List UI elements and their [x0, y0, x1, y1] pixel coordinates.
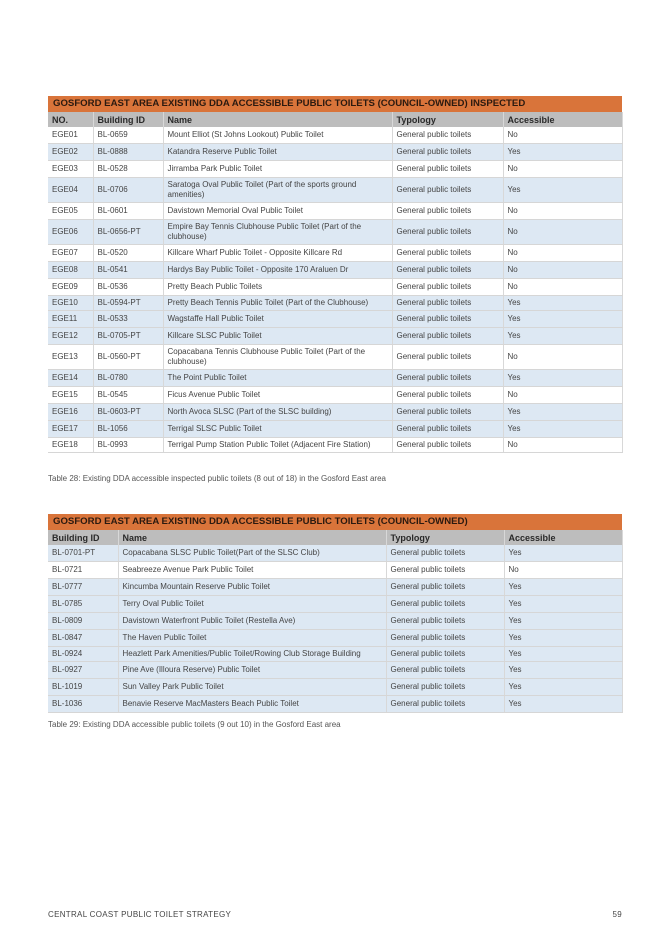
table-row	[48, 161, 622, 178]
table-cell: No	[503, 245, 622, 262]
table-row	[48, 421, 622, 438]
table-cell: EGE05	[48, 203, 93, 220]
table-row	[48, 438, 622, 453]
table-cell: Yes	[504, 579, 622, 596]
table-29-title: GOSFORD EAST AREA EXISTING DDA ACCESSIBLE PUBLIC TOILETS (COUNCIL-OWNED)	[48, 514, 622, 530]
table-cell: BL-0785	[48, 596, 118, 613]
table-cell: General public toilets	[392, 127, 503, 144]
table-cell: EGE14	[48, 370, 93, 387]
table-cell: Yes	[504, 596, 622, 613]
table-cell: Yes	[504, 696, 622, 713]
table-cell: BL-0659	[93, 127, 163, 144]
column-header: Building ID	[48, 530, 118, 545]
table-cell: General public toilets	[392, 404, 503, 421]
table-row	[48, 245, 622, 262]
table-row	[48, 679, 622, 696]
table-row	[48, 647, 622, 662]
table-cell: Heazlett Park Amenities/Public Toilet/Rowing Club Storage Building	[118, 647, 386, 662]
table-cell: BL-0888	[93, 144, 163, 161]
table-cell: Yes	[503, 311, 622, 328]
table-cell: General public toilets	[386, 679, 504, 696]
table-cell: General public toilets	[386, 630, 504, 647]
table-cell: BL-0656-PT	[93, 220, 163, 245]
table-cell: General public toilets	[392, 438, 503, 453]
column-header: Name	[118, 530, 386, 545]
table-cell: General public toilets	[392, 245, 503, 262]
table-cell: EGE12	[48, 328, 93, 345]
table-cell: Wagstaffe Hall Public Toilet	[163, 311, 392, 328]
table-cell: General public toilets	[392, 279, 503, 296]
table-cell: General public toilets	[392, 178, 503, 203]
table-cell: BL-0993	[93, 438, 163, 453]
table-row	[48, 545, 622, 562]
table-cell: EGE07	[48, 245, 93, 262]
table-cell: The Point Public Toilet	[163, 370, 392, 387]
table-cell: BL-0533	[93, 311, 163, 328]
table-cell: EGE03	[48, 161, 93, 178]
table-cell: BL-0780	[93, 370, 163, 387]
table-cell: EGE10	[48, 296, 93, 311]
table-cell: BL-0603-PT	[93, 404, 163, 421]
table-row	[48, 596, 622, 613]
table-cell: General public toilets	[386, 545, 504, 562]
table-cell: General public toilets	[392, 311, 503, 328]
table-cell: BL-0706	[93, 178, 163, 203]
table-cell: BL-0528	[93, 161, 163, 178]
table-row	[48, 387, 622, 404]
table-cell: EGE04	[48, 178, 93, 203]
table-row	[48, 296, 622, 311]
table-row	[48, 311, 622, 328]
table-cell: General public toilets	[386, 647, 504, 662]
table-cell: Pretty Beach Tennis Public Toilet (Part of the Clubhouse)	[163, 296, 392, 311]
table-cell: EGE06	[48, 220, 93, 245]
table-cell: Mount Elliot (St Johns Lookout) Public Toilet	[163, 127, 392, 144]
table-cell: Yes	[504, 613, 622, 630]
table-cell: North Avoca SLSC (Part of the SLSC building)	[163, 404, 392, 421]
table-cell: General public toilets	[392, 387, 503, 404]
table-cell: General public toilets	[392, 421, 503, 438]
table-row	[48, 127, 622, 144]
table-cell: General public toilets	[392, 203, 503, 220]
table-cell: Yes	[504, 662, 622, 679]
table-cell: General public toilets	[392, 144, 503, 161]
table-row	[48, 613, 622, 630]
table-cell: BL-1019	[48, 679, 118, 696]
table-cell: EGE01	[48, 127, 93, 144]
table-cell: BL-0705-PT	[93, 328, 163, 345]
table-cell: No	[503, 161, 622, 178]
table-cell: EGE18	[48, 438, 93, 453]
column-header: Typology	[386, 530, 504, 545]
table-cell: Killcare Wharf Public Toilet - Opposite Killcare Rd	[163, 245, 392, 262]
table-cell: BL-0847	[48, 630, 118, 647]
footer-document-title: CENTRAL COAST PUBLIC TOILET STRATEGY	[48, 910, 232, 919]
table-row	[48, 178, 622, 203]
table-cell: BL-0545	[93, 387, 163, 404]
table-cell: BL-0927	[48, 662, 118, 679]
table-cell: General public toilets	[386, 613, 504, 630]
table-cell: No	[503, 438, 622, 453]
table-row	[48, 630, 622, 647]
table-cell: General public toilets	[386, 596, 504, 613]
table-row	[48, 370, 622, 387]
table-28-title: GOSFORD EAST AREA EXISTING DDA ACCESSIBLE PUBLIC TOILETS (COUNCIL-OWNED) INSPECTED	[48, 96, 622, 112]
table-row	[48, 345, 622, 370]
column-header: Accessible	[504, 530, 622, 545]
table-cell: Terrigal Pump Station Public Toilet (Adjacent Fire Station)	[163, 438, 392, 453]
table-cell: Sun Valley Park Public Toilet	[118, 679, 386, 696]
table-row	[48, 404, 622, 421]
table-row	[48, 662, 622, 679]
table-row	[48, 220, 622, 245]
table-29-grid	[48, 530, 623, 713]
table-28-grid	[48, 112, 623, 453]
table-cell: BL-0560-PT	[93, 345, 163, 370]
table-cell: General public toilets	[386, 696, 504, 713]
table-28-caption: Table 28: Existing DDA accessible inspected public toilets (8 out of 18) in the Gosford East area	[48, 474, 386, 483]
table-cell: Yes	[504, 545, 622, 562]
table-cell: BL-0924	[48, 647, 118, 662]
table-cell: Empire Bay Tennis Clubhouse Public Toilet (Part of the clubhouse)	[163, 220, 392, 245]
table-cell: EGE17	[48, 421, 93, 438]
table-cell: BL-0701-PT	[48, 545, 118, 562]
table-cell: Yes	[503, 421, 622, 438]
table-row	[48, 203, 622, 220]
table-cell: No	[503, 203, 622, 220]
column-header: Name	[163, 112, 392, 127]
table-cell: Yes	[503, 328, 622, 345]
table-cell: Pine Ave (Illoura Reserve) Public Toilet	[118, 662, 386, 679]
table-cell: General public toilets	[392, 328, 503, 345]
column-header: Building ID	[93, 112, 163, 127]
table-cell: EGE13	[48, 345, 93, 370]
table-cell: Kincumba Mountain Reserve Public Toilet	[118, 579, 386, 596]
table-cell: Yes	[503, 178, 622, 203]
table-cell: Yes	[504, 679, 622, 696]
table-cell: Benavie Reserve MacMasters Beach Public Toilet	[118, 696, 386, 713]
table-cell: BL-1056	[93, 421, 163, 438]
table-cell: EGE15	[48, 387, 93, 404]
column-header: NO.	[48, 112, 93, 127]
table-cell: No	[503, 127, 622, 144]
table-29-header-row	[48, 530, 622, 545]
table-row	[48, 262, 622, 279]
table-cell: Pretty Beach Public Toilets	[163, 279, 392, 296]
table-cell: EGE02	[48, 144, 93, 161]
column-header: Typology	[392, 112, 503, 127]
table-cell: BL-0721	[48, 562, 118, 579]
table-cell: Yes	[504, 630, 622, 647]
table-cell: Copacabana Tennis Clubhouse Public Toilet (Part of the clubhouse)	[163, 345, 392, 370]
table-cell: General public toilets	[386, 562, 504, 579]
table-cell: General public toilets	[386, 579, 504, 596]
table-cell: BL-0594-PT	[93, 296, 163, 311]
table-cell: Saratoga Oval Public Toilet (Part of the sports ground amenities)	[163, 178, 392, 203]
table-cell: BL-0541	[93, 262, 163, 279]
table-cell: Yes	[503, 404, 622, 421]
table-cell: General public toilets	[392, 262, 503, 279]
table-row	[48, 579, 622, 596]
table-row	[48, 279, 622, 296]
table-row	[48, 562, 622, 579]
table-cell: BL-0536	[93, 279, 163, 296]
table-cell: EGE11	[48, 311, 93, 328]
page-number: 59	[612, 910, 622, 919]
table-cell: No	[503, 262, 622, 279]
table-cell: Seabreeze Avenue Park Public Toilet	[118, 562, 386, 579]
table-cell: Davistown Waterfront Public Toilet (Restella Ave)	[118, 613, 386, 630]
table-cell: BL-0777	[48, 579, 118, 596]
table-cell: EGE16	[48, 404, 93, 421]
table-cell: Terrigal SLSC Public Toilet	[163, 421, 392, 438]
table-28-header-row	[48, 112, 622, 127]
table-cell: General public toilets	[386, 662, 504, 679]
table-cell: BL-0809	[48, 613, 118, 630]
table-cell: No	[504, 562, 622, 579]
table-cell: Yes	[503, 370, 622, 387]
table-cell: General public toilets	[392, 161, 503, 178]
table-cell: Yes	[503, 296, 622, 311]
table-29	[48, 514, 622, 713]
table-cell: Killcare SLSC Public Toilet	[163, 328, 392, 345]
table-cell: General public toilets	[392, 220, 503, 245]
table-cell: BL-1036	[48, 696, 118, 713]
table-cell: Hardys Bay Public Toilet - Opposite 170 Araluen Dr	[163, 262, 392, 279]
column-header: Accessible	[503, 112, 622, 127]
table-cell: Katandra Reserve Public Toilet	[163, 144, 392, 161]
table-cell: Davistown Memorial Oval Public Toilet	[163, 203, 392, 220]
table-cell: Copacabana SLSC Public Toilet(Part of the SLSC Club)	[118, 545, 386, 562]
table-cell: Jirramba Park Public Toilet	[163, 161, 392, 178]
table-28	[48, 96, 622, 453]
table-cell: No	[503, 345, 622, 370]
table-cell: Ficus Avenue Public Toilet	[163, 387, 392, 404]
table-cell: Terry Oval Public Toilet	[118, 596, 386, 613]
table-cell: Yes	[504, 647, 622, 662]
table-cell: No	[503, 279, 622, 296]
table-cell: The Haven Public Toilet	[118, 630, 386, 647]
table-cell: BL-0520	[93, 245, 163, 262]
table-cell: General public toilets	[392, 345, 503, 370]
table-row	[48, 696, 622, 713]
table-cell: No	[503, 387, 622, 404]
table-cell: General public toilets	[392, 370, 503, 387]
table-cell: BL-0601	[93, 203, 163, 220]
table-29-caption: Table 29: Existing DDA accessible public toilets (9 out 10) in the Gosford East area	[48, 720, 341, 729]
table-row	[48, 328, 622, 345]
table-cell: No	[503, 220, 622, 245]
table-cell: General public toilets	[392, 296, 503, 311]
table-cell: EGE08	[48, 262, 93, 279]
table-cell: Yes	[503, 144, 622, 161]
table-row	[48, 144, 622, 161]
table-cell: EGE09	[48, 279, 93, 296]
